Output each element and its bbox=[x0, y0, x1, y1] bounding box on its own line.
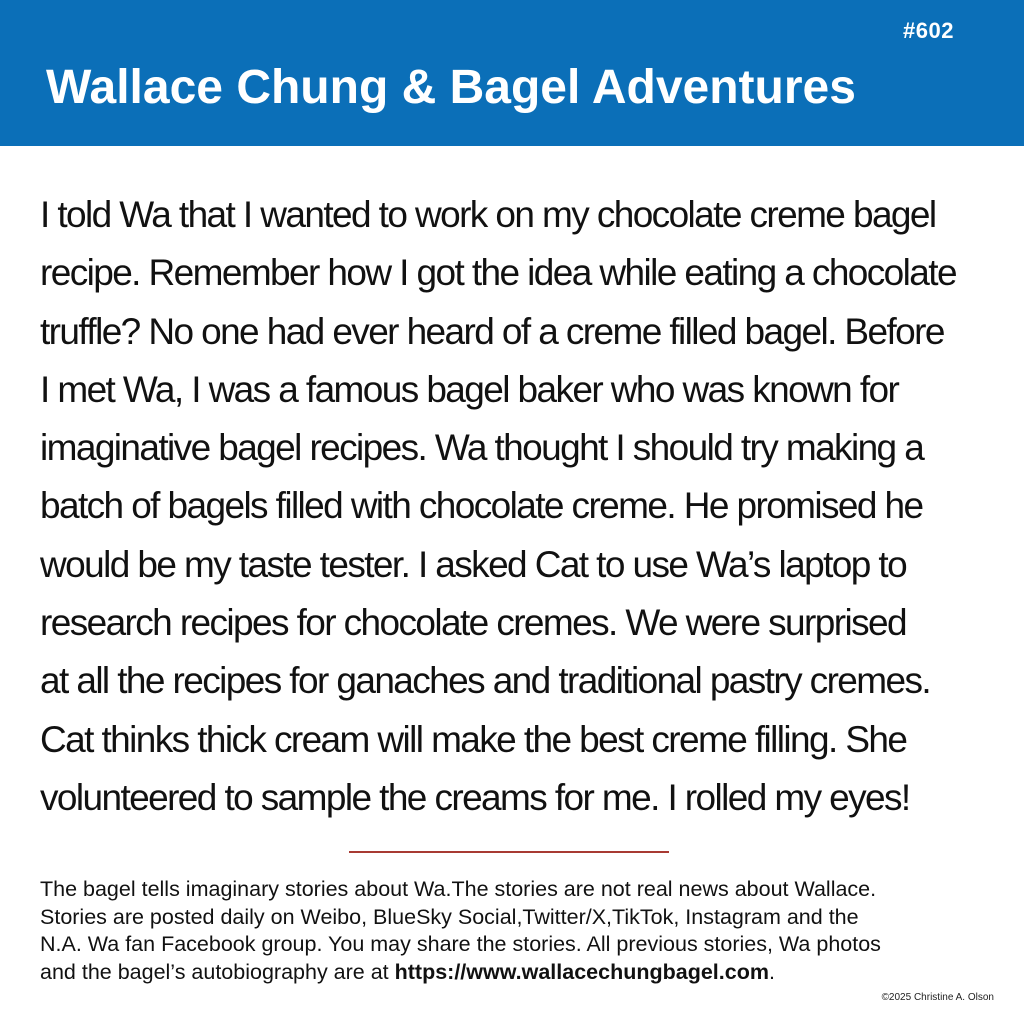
story-line: research recipes for chocolate cremes. We were surprised bbox=[40, 602, 906, 644]
divider bbox=[349, 851, 669, 853]
story-line: would be my taste tester. I asked Cat to use Wa’s laptop to bbox=[40, 543, 907, 585]
episode-number: #602 bbox=[903, 18, 954, 43]
copyright-notice: ©2025 Christine A. Olson bbox=[881, 992, 994, 1003]
story-line: Cat thinks thick cream will make the best creme filling. She bbox=[40, 718, 907, 760]
story-line: at all the recipes for ganaches and traditional pastry cremes. bbox=[40, 660, 931, 702]
website-link[interactable]: https://www.wallacechungbagel.com bbox=[394, 959, 769, 984]
footer-line: The bagel tells imaginary stories about Wa.The stories are not real news about Wallace. bbox=[40, 877, 877, 901]
footer-last-prefix: and the bagel’s autobiography are at bbox=[40, 959, 395, 984]
footer-line bbox=[40, 959, 990, 987]
story-line: batch of bagels filled with chocolate creme. He promised he bbox=[40, 485, 923, 527]
story-line: truffle? No one had ever heard of a creme filled bagel. Before bbox=[40, 310, 944, 352]
header-banner bbox=[0, 0, 1024, 146]
footer-disclaimer bbox=[40, 876, 990, 986]
story-line: volunteered to sample the creams for me. I rolled my eyes! bbox=[40, 776, 910, 818]
story-line: imaginative bagel recipes. Wa thought I should try making a bbox=[40, 427, 924, 469]
footer-last-suffix: . bbox=[768, 959, 775, 984]
story-line: I told Wa that I wanted to work on my chocolate creme bagel bbox=[40, 194, 936, 235]
footer-line: Stories are posted daily on Weibo, BlueSky Social,Twitter/X,TikTok, Instagram and the bbox=[40, 904, 859, 929]
story-text bbox=[40, 186, 998, 827]
page-title: Wallace Chung & Bagel Adventures bbox=[46, 61, 856, 114]
footer-line: N.A. Wa fan Facebook group. You may share the stories. All previous stories, Wa photos bbox=[40, 932, 881, 956]
story-line: recipe. Remember how I got the idea while eating a chocolate bbox=[40, 252, 956, 294]
story-line: I met Wa, I was a famous bagel baker who was known for bbox=[40, 368, 899, 410]
